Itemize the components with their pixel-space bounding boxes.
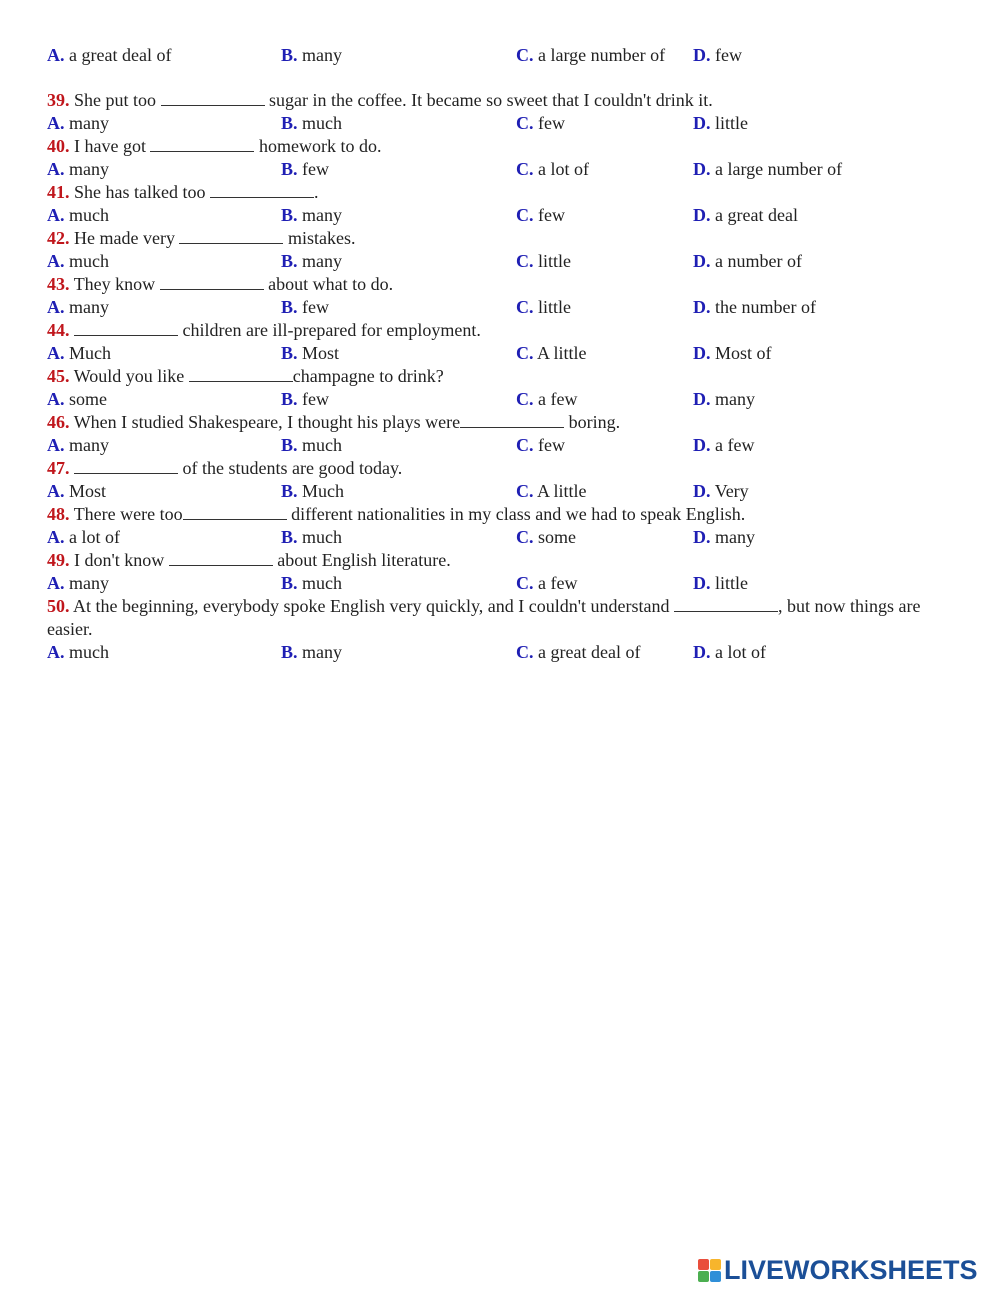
question-number: 39.	[47, 90, 70, 110]
question-text-after: homework to do.	[254, 136, 382, 156]
option-row-47	[47, 480, 967, 503]
question-text-before: When I studied Shakespeare, I thought his plays were	[73, 412, 461, 432]
answer-blank[interactable]	[183, 503, 287, 520]
question-number: 43.	[47, 274, 70, 294]
question-text-after: children are ill-prepared for employment.	[178, 320, 481, 340]
option-b[interactable]: B. Most	[281, 343, 340, 363]
option-a[interactable]: A. Most	[47, 481, 107, 501]
question-number: 40.	[47, 136, 70, 156]
option-c[interactable]: C. some	[516, 527, 576, 547]
option-b[interactable]: B. much	[281, 113, 343, 133]
option-a[interactable]: A. much	[47, 205, 109, 225]
question-40	[47, 135, 967, 158]
question-text-before: Would you like	[73, 366, 189, 386]
question-text-after: champagne to drink?	[292, 366, 444, 386]
option-a[interactable]: A. a lot of	[47, 527, 120, 547]
question-text-after: boring.	[564, 412, 621, 432]
option-b[interactable]: B. few	[281, 389, 329, 409]
option-a[interactable]: A. many	[47, 297, 109, 317]
option-b[interactable]: B. Much	[281, 481, 345, 501]
option-a[interactable]: A. some	[47, 389, 107, 409]
worksheet	[47, 44, 967, 664]
option-b[interactable]: B. much	[281, 527, 343, 547]
question-47	[47, 457, 967, 480]
question-text-after: about English literature.	[272, 550, 451, 570]
option-row-40	[47, 158, 967, 181]
question-text-before: I don't know	[74, 550, 169, 570]
option-row-39	[47, 112, 967, 135]
question-50	[47, 595, 967, 641]
question-text-after: of the students are good today.	[178, 458, 403, 478]
option-b[interactable]: B. many	[281, 45, 343, 65]
option-row-48	[47, 526, 967, 549]
option-b[interactable]: B. few	[281, 159, 329, 179]
option-row-41	[47, 204, 967, 227]
question-number: 50.	[47, 596, 70, 616]
option-a[interactable]: A. much	[47, 251, 109, 271]
option-c[interactable]: C. few	[516, 113, 565, 133]
question-number: 47.	[47, 458, 70, 478]
option-d[interactable]: D. little	[693, 573, 748, 593]
question-45	[47, 365, 967, 388]
option-b[interactable]: B. much	[281, 573, 343, 593]
question-text-before: I have got	[74, 136, 151, 156]
answer-blank[interactable]	[160, 273, 264, 290]
option-d[interactable]: D. many	[693, 389, 755, 409]
question-text-after: different nationalities in my class and we had to speak English.	[286, 504, 746, 524]
option-row-46	[47, 434, 967, 457]
question-42	[47, 227, 967, 250]
option-d[interactable]: D. little	[693, 113, 748, 133]
option-a[interactable]: A. many	[47, 159, 109, 179]
option-d[interactable]: D. many	[693, 527, 755, 547]
question-text-after: , but now things are easier.	[47, 596, 921, 639]
logo-square-green	[698, 1271, 709, 1282]
option-row-44	[47, 342, 967, 365]
answer-blank[interactable]	[189, 365, 293, 382]
option-row-42	[47, 250, 967, 273]
question-number: 49.	[47, 550, 70, 570]
option-d[interactable]: D. a number of	[693, 251, 802, 271]
question-39	[47, 89, 967, 112]
option-row-50	[47, 641, 967, 664]
option-d[interactable]: D. Most of	[693, 343, 772, 363]
option-c[interactable]: C. A little	[516, 343, 587, 363]
option-d[interactable]: D. a great deal	[693, 205, 798, 225]
logo-square-red	[698, 1259, 709, 1270]
option-c[interactable]: C. little	[516, 297, 571, 317]
option-b[interactable]: B. many	[281, 205, 343, 225]
question-44	[47, 319, 967, 342]
question-text-before: They know	[73, 274, 160, 294]
logo-square-yellow	[710, 1259, 721, 1270]
logo-icon	[698, 1259, 721, 1282]
option-b[interactable]: B. few	[281, 297, 329, 317]
option-d[interactable]: D. the number of	[693, 297, 816, 317]
option-a[interactable]: A. Much	[47, 343, 111, 363]
question-number: 41.	[47, 182, 70, 202]
option-d[interactable]: D. few	[693, 45, 742, 65]
option-a[interactable]: A. many	[47, 113, 109, 133]
option-row-45	[47, 388, 967, 411]
option-d[interactable]: D. a large number of	[693, 159, 843, 179]
option-b[interactable]: B. many	[281, 642, 343, 662]
option-d[interactable]: D. a few	[693, 435, 755, 455]
answer-blank[interactable]	[460, 411, 564, 428]
option-row-38	[47, 44, 967, 67]
question-43	[47, 273, 967, 296]
question-text-after: about what to do.	[263, 274, 394, 294]
question-41	[47, 181, 967, 204]
option-d[interactable]: D. a lot of	[693, 642, 766, 662]
question-list	[47, 89, 967, 664]
answer-blank[interactable]	[169, 549, 273, 566]
option-row-43	[47, 296, 967, 319]
logo-square-blue	[710, 1271, 721, 1282]
question-text-before: She has talked too	[74, 182, 210, 202]
answer-blank[interactable]	[74, 319, 178, 336]
answer-blank[interactable]	[179, 227, 283, 244]
option-c[interactable]: C. a few	[516, 389, 578, 409]
answer-blank[interactable]	[161, 89, 265, 106]
option-a[interactable]: A. a great deal of	[47, 45, 172, 65]
option-c[interactable]: C. few	[516, 435, 565, 455]
option-b[interactable]: B. many	[281, 251, 343, 271]
option-c[interactable]: C. a lot of	[516, 159, 589, 179]
option-a[interactable]: A. many	[47, 435, 109, 455]
answer-blank[interactable]	[74, 457, 178, 474]
question-number: 44.	[47, 320, 70, 340]
question-number: 45.	[47, 366, 70, 386]
question-46	[47, 411, 967, 434]
option-c[interactable]: C. A little	[516, 481, 587, 501]
question-text-after: sugar in the coffee. It became so sweet that I couldn't drink it.	[264, 90, 713, 110]
brand-text: LIVEWORKSHEETS	[724, 1254, 978, 1285]
option-c[interactable]: C. a great deal of	[516, 642, 641, 662]
option-c[interactable]: C. a few	[516, 573, 578, 593]
question-text-before: At the beginning, everybody spoke English very quickly, and I couldn't understand	[73, 596, 674, 616]
option-row-49	[47, 572, 967, 595]
answer-blank[interactable]	[210, 181, 314, 198]
question-text-after: .	[313, 182, 319, 202]
question-text-before: There were too	[73, 504, 183, 524]
liveworksheets-logo	[698, 1256, 978, 1284]
option-a[interactable]: A. much	[47, 642, 109, 662]
question-text-before: She put too	[74, 90, 161, 110]
question-number: 42.	[47, 228, 70, 248]
option-c[interactable]: C. a large number of	[516, 45, 666, 65]
question-number: 46.	[47, 412, 70, 432]
question-text-before: He made very	[74, 228, 180, 248]
question-48	[47, 503, 967, 526]
option-d[interactable]: D. Very	[693, 481, 749, 501]
question-number: 48.	[47, 504, 70, 524]
option-b[interactable]: B. much	[281, 435, 343, 455]
option-c[interactable]: C. few	[516, 205, 565, 225]
option-a[interactable]: A. many	[47, 573, 109, 593]
answer-blank[interactable]	[150, 135, 254, 152]
question-text-after: mistakes.	[283, 228, 356, 248]
question-49	[47, 549, 967, 572]
option-c[interactable]: C. little	[516, 251, 571, 271]
answer-blank[interactable]	[674, 595, 778, 612]
